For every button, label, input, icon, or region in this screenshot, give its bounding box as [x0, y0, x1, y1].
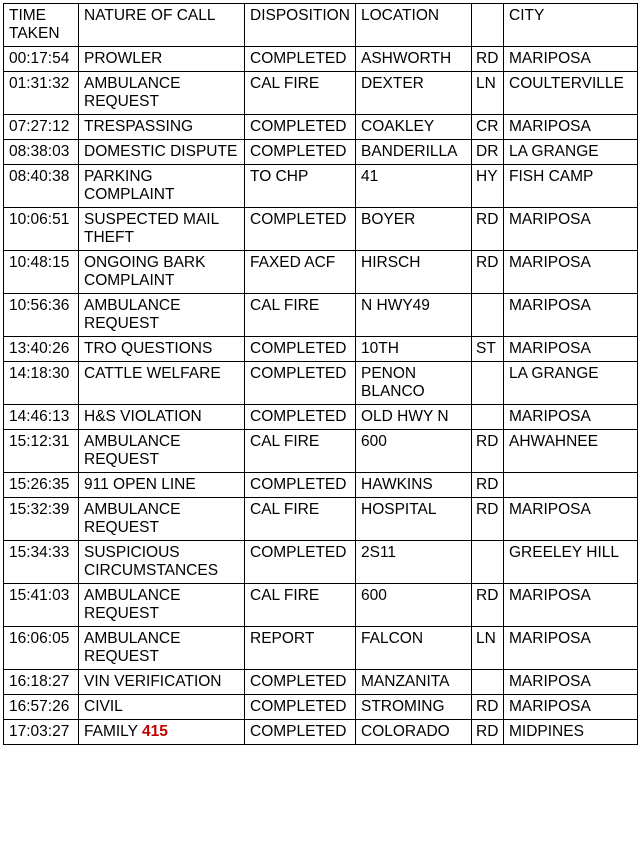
cell-time	[4, 47, 79, 72]
cell-city-text: AHWAHNEE	[509, 433, 598, 450]
cell-city	[504, 584, 638, 627]
cell-suffix	[472, 251, 504, 294]
cell-disposition-text: COMPLETED	[250, 211, 347, 228]
cell-city	[504, 47, 638, 72]
cell-disposition	[245, 430, 356, 473]
nature-highlight-code: 415	[142, 723, 168, 740]
cell-disposition-text: COMPLETED	[250, 476, 347, 493]
cell-nature	[79, 362, 245, 405]
cell-suffix	[472, 541, 504, 584]
cell-time	[4, 115, 79, 140]
cell-city	[504, 695, 638, 720]
cell-city	[504, 498, 638, 541]
cell-disposition-text: COMPLETED	[250, 408, 347, 425]
cell-city	[504, 670, 638, 695]
cell-time	[4, 337, 79, 362]
table-row	[4, 294, 638, 337]
cell-nature-text: PROWLER	[84, 50, 163, 67]
cell-disposition-text: REPORT	[250, 630, 315, 647]
cell-nature-text: TRESPASSING	[84, 118, 194, 135]
cell-city-text: MARIPOSA	[509, 408, 591, 425]
cell-time-text: 17:03:27	[9, 723, 70, 740]
cell-suffix-text: HY	[476, 168, 498, 185]
cell-city	[504, 337, 638, 362]
table-row	[4, 251, 638, 294]
cell-location-text: N HWY49	[361, 297, 430, 314]
cell-suffix	[472, 430, 504, 473]
cell-suffix-text: RD	[476, 723, 499, 740]
call-log-table	[3, 3, 638, 745]
cell-time	[4, 208, 79, 251]
cell-time-text: 10:48:15	[9, 254, 70, 271]
cell-disposition-text: COMPLETED	[250, 143, 347, 160]
table-row	[4, 720, 638, 745]
cell-location	[356, 140, 472, 165]
cell-disposition	[245, 720, 356, 745]
cell-suffix	[472, 405, 504, 430]
cell-location	[356, 294, 472, 337]
cell-suffix-text: ST	[476, 340, 496, 357]
cell-city	[504, 165, 638, 208]
table-row	[4, 541, 638, 584]
cell-city	[504, 72, 638, 115]
cell-location-text: COLORADO	[361, 723, 450, 740]
cell-nature-text: PARKING COMPLAINT	[84, 168, 175, 203]
cell-suffix-text: RD	[476, 50, 499, 67]
cell-disposition-text: COMPLETED	[250, 50, 347, 67]
cell-suffix	[472, 498, 504, 541]
cell-time	[4, 541, 79, 584]
cell-nature	[79, 695, 245, 720]
cell-time-text: 16:57:26	[9, 698, 70, 715]
cell-city-text: MIDPINES	[509, 723, 584, 740]
cell-nature	[79, 541, 245, 584]
cell-location	[356, 695, 472, 720]
cell-location	[356, 430, 472, 473]
cell-nature-text: AMBULANCE REQUEST	[84, 75, 181, 110]
cell-time-text: 15:41:03	[9, 587, 70, 604]
cell-suffix	[472, 294, 504, 337]
cell-disposition-text: CAL FIRE	[250, 587, 320, 604]
cell-time	[4, 720, 79, 745]
cell-location-text: MANZANITA	[361, 673, 450, 690]
cell-disposition	[245, 72, 356, 115]
cell-city	[504, 362, 638, 405]
cell-time	[4, 405, 79, 430]
cell-disposition-text: COMPLETED	[250, 118, 347, 135]
cell-suffix	[472, 47, 504, 72]
cell-location-text: STROMING	[361, 698, 445, 715]
cell-nature	[79, 47, 245, 72]
cell-location-text: FALCON	[361, 630, 424, 647]
header-disposition: DISPOSITION	[245, 4, 356, 47]
cell-nature-text: CATTLE WELFARE	[84, 365, 221, 382]
cell-suffix	[472, 208, 504, 251]
cell-time	[4, 670, 79, 695]
cell-nature	[79, 405, 245, 430]
table-row	[4, 47, 638, 72]
cell-nature	[79, 498, 245, 541]
cell-location	[356, 473, 472, 498]
cell-location-text: 10TH	[361, 340, 399, 357]
cell-location-text: DEXTER	[361, 75, 424, 92]
cell-city-text: MARIPOSA	[509, 698, 591, 715]
cell-time-text: 15:26:35	[9, 476, 70, 493]
cell-time-text: 10:06:51	[9, 211, 70, 228]
table-row	[4, 405, 638, 430]
header-city: CITY	[504, 4, 638, 47]
cell-location	[356, 405, 472, 430]
cell-suffix-text: LN	[476, 630, 496, 647]
cell-disposition-text: FAXED ACF	[250, 254, 336, 271]
table-row	[4, 165, 638, 208]
cell-city-text: MARIPOSA	[509, 118, 591, 135]
cell-suffix	[472, 337, 504, 362]
table-row	[4, 72, 638, 115]
cell-city-text: LA GRANGE	[509, 143, 599, 160]
cell-city	[504, 140, 638, 165]
cell-suffix	[472, 584, 504, 627]
cell-time	[4, 251, 79, 294]
cell-city-text: MARIPOSA	[509, 501, 591, 518]
cell-nature	[79, 430, 245, 473]
cell-location	[356, 251, 472, 294]
cell-location-text: ASHWORTH	[361, 50, 452, 67]
cell-nature-text: CIVIL	[84, 698, 123, 715]
cell-nature-text: DOMESTIC DISPUTE	[84, 143, 238, 160]
cell-disposition	[245, 208, 356, 251]
cell-nature	[79, 294, 245, 337]
cell-city	[504, 541, 638, 584]
cell-location	[356, 627, 472, 670]
cell-suffix	[472, 627, 504, 670]
cell-city	[504, 627, 638, 670]
cell-time-text: 07:27:12	[9, 118, 70, 135]
cell-city-text: MARIPOSA	[509, 673, 591, 690]
table-row	[4, 140, 638, 165]
cell-nature	[79, 627, 245, 670]
cell-city	[504, 720, 638, 745]
header-nature-of-call: NATURE OF CALL	[79, 4, 245, 47]
cell-location-text: 41	[361, 168, 379, 185]
cell-nature	[79, 208, 245, 251]
cell-location	[356, 720, 472, 745]
cell-time	[4, 584, 79, 627]
cell-suffix	[472, 165, 504, 208]
cell-suffix	[472, 473, 504, 498]
cell-disposition	[245, 541, 356, 584]
cell-time-text: 15:34:33	[9, 544, 70, 561]
cell-time-text: 10:56:36	[9, 297, 70, 314]
cell-disposition	[245, 405, 356, 430]
cell-location	[356, 670, 472, 695]
cell-city-text: MARIPOSA	[509, 630, 591, 647]
cell-suffix	[472, 670, 504, 695]
cell-suffix-text: RD	[476, 433, 499, 450]
cell-disposition	[245, 140, 356, 165]
cell-disposition-text: COMPLETED	[250, 340, 347, 357]
cell-city-text: MARIPOSA	[509, 50, 591, 67]
cell-nature-text: SUSPECTED MAIL THEFT	[84, 211, 219, 246]
cell-time	[4, 430, 79, 473]
cell-disposition-text: CAL FIRE	[250, 297, 320, 314]
cell-nature	[79, 337, 245, 362]
cell-disposition-text: COMPLETED	[250, 544, 347, 561]
cell-suffix-text: RD	[476, 698, 499, 715]
cell-nature-text: AMBULANCE REQUEST	[84, 630, 181, 665]
cell-nature	[79, 251, 245, 294]
cell-time	[4, 362, 79, 405]
cell-time-text: 08:38:03	[9, 143, 70, 160]
cell-suffix-text: DR	[476, 143, 499, 160]
cell-city-text: LA GRANGE	[509, 365, 599, 382]
cell-location-text: BOYER	[361, 211, 416, 228]
cell-city-text: MARIPOSA	[509, 587, 591, 604]
cell-city-text: FISH CAMP	[509, 168, 594, 185]
table-row	[4, 627, 638, 670]
cell-location-text: 2S11	[361, 544, 397, 561]
cell-disposition	[245, 498, 356, 541]
cell-suffix	[472, 695, 504, 720]
cell-time	[4, 140, 79, 165]
cell-disposition	[245, 362, 356, 405]
cell-disposition	[245, 695, 356, 720]
cell-time	[4, 294, 79, 337]
cell-time	[4, 498, 79, 541]
cell-time	[4, 72, 79, 115]
cell-nature	[79, 473, 245, 498]
cell-time-text: 01:31:32	[9, 75, 70, 92]
cell-location	[356, 72, 472, 115]
cell-disposition	[245, 337, 356, 362]
cell-disposition	[245, 294, 356, 337]
cell-time-text: 08:40:38	[9, 168, 70, 185]
cell-disposition	[245, 670, 356, 695]
cell-nature-text: AMBULANCE REQUEST	[84, 501, 181, 536]
header-row	[4, 4, 638, 47]
cell-location	[356, 337, 472, 362]
cell-location-text: 600	[361, 587, 387, 604]
cell-time	[4, 473, 79, 498]
header-time-taken: TIME TAKEN	[4, 4, 79, 47]
cell-city	[504, 405, 638, 430]
cell-time-text: 16:18:27	[9, 673, 70, 690]
cell-disposition	[245, 165, 356, 208]
table-row	[4, 208, 638, 251]
table-row	[4, 695, 638, 720]
cell-time-text: 15:12:31	[9, 433, 70, 450]
cell-nature	[79, 72, 245, 115]
cell-location-text: HIRSCH	[361, 254, 421, 271]
cell-disposition	[245, 115, 356, 140]
cell-location-text: 600	[361, 433, 387, 450]
cell-city-text: MARIPOSA	[509, 254, 591, 271]
cell-disposition-text: COMPLETED	[250, 673, 347, 690]
cell-suffix-text: RD	[476, 501, 499, 518]
cell-disposition	[245, 584, 356, 627]
cell-suffix	[472, 720, 504, 745]
cell-nature-text: AMBULANCE REQUEST	[84, 587, 181, 622]
cell-location	[356, 47, 472, 72]
cell-nature-text: AMBULANCE REQUEST	[84, 433, 181, 468]
table-row	[4, 115, 638, 140]
cell-city	[504, 294, 638, 337]
cell-nature-text: AMBULANCE REQUEST	[84, 297, 181, 332]
table-row	[4, 473, 638, 498]
cell-disposition-text: CAL FIRE	[250, 433, 320, 450]
cell-time	[4, 165, 79, 208]
cell-nature	[79, 140, 245, 165]
cell-city-text: MARIPOSA	[509, 340, 591, 357]
table-row	[4, 584, 638, 627]
cell-nature-text: VIN VERIFICATION	[84, 673, 222, 690]
cell-location-text: OLD HWY N	[361, 408, 449, 425]
cell-disposition-text: TO CHP	[250, 168, 309, 185]
cell-location	[356, 541, 472, 584]
cell-suffix	[472, 72, 504, 115]
cell-time	[4, 627, 79, 670]
table-row	[4, 337, 638, 362]
cell-nature-text: 911 OPEN LINE	[84, 476, 196, 493]
cell-time	[4, 695, 79, 720]
cell-suffix-text: LN	[476, 75, 496, 92]
cell-disposition-text: COMPLETED	[250, 723, 347, 740]
cell-suffix-text: RD	[476, 211, 499, 228]
cell-disposition	[245, 47, 356, 72]
cell-suffix	[472, 362, 504, 405]
cell-time-text: 13:40:26	[9, 340, 70, 357]
cell-city-text: MARIPOSA	[509, 297, 591, 314]
cell-location-text: COAKLEY	[361, 118, 435, 135]
cell-suffix-text: RD	[476, 476, 499, 493]
cell-suffix	[472, 115, 504, 140]
cell-location	[356, 165, 472, 208]
cell-disposition-text: COMPLETED	[250, 365, 347, 382]
cell-time-text: 14:18:30	[9, 365, 70, 382]
cell-nature	[79, 165, 245, 208]
cell-city-text: COULTERVILLE	[509, 75, 624, 92]
cell-location-text: BANDERILLA	[361, 143, 458, 160]
cell-nature-text: SUSPICIOUS CIRCUMSTANCES	[84, 544, 219, 579]
cell-disposition	[245, 627, 356, 670]
cell-location-text: HOSPITAL	[361, 501, 437, 518]
cell-nature	[79, 115, 245, 140]
cell-disposition	[245, 473, 356, 498]
cell-city	[504, 430, 638, 473]
cell-location	[356, 362, 472, 405]
cell-nature-text: TRO QUESTIONS	[84, 340, 213, 357]
cell-city	[504, 115, 638, 140]
table-row	[4, 498, 638, 541]
cell-disposition-text: COMPLETED	[250, 698, 347, 715]
cell-city	[504, 251, 638, 294]
table-row	[4, 670, 638, 695]
cell-nature-text: FAMILY	[84, 723, 143, 740]
cell-location	[356, 498, 472, 541]
cell-city	[504, 208, 638, 251]
cell-location	[356, 584, 472, 627]
cell-time-text: 00:17:54	[9, 50, 70, 67]
cell-nature	[79, 670, 245, 695]
cell-time-text: 16:06:05	[9, 630, 70, 647]
cell-location	[356, 208, 472, 251]
table-row	[4, 362, 638, 405]
cell-city-text: GREELEY HILL	[509, 544, 619, 561]
cell-nature-text: ONGOING BARK COMPLAINT	[84, 254, 206, 289]
cell-disposition-text: CAL FIRE	[250, 75, 320, 92]
cell-suffix-text: RD	[476, 254, 499, 271]
cell-suffix	[472, 140, 504, 165]
cell-location-text: HAWKINS	[361, 476, 433, 493]
table-row	[4, 430, 638, 473]
cell-location	[356, 115, 472, 140]
cell-suffix-text: RD	[476, 587, 499, 604]
cell-nature	[79, 720, 245, 745]
cell-location-text: PENON BLANCO	[361, 365, 425, 400]
header-location: LOCATION	[356, 4, 472, 47]
cell-city	[504, 473, 638, 498]
header-suffix	[472, 4, 504, 47]
cell-suffix-text: CR	[476, 118, 499, 135]
cell-city-text: MARIPOSA	[509, 211, 591, 228]
cell-disposition-text: CAL FIRE	[250, 501, 320, 518]
cell-nature-text: H&S VIOLATION	[84, 408, 202, 425]
cell-disposition	[245, 251, 356, 294]
cell-time-text: 15:32:39	[9, 501, 70, 518]
cell-nature	[79, 584, 245, 627]
cell-time-text: 14:46:13	[9, 408, 70, 425]
